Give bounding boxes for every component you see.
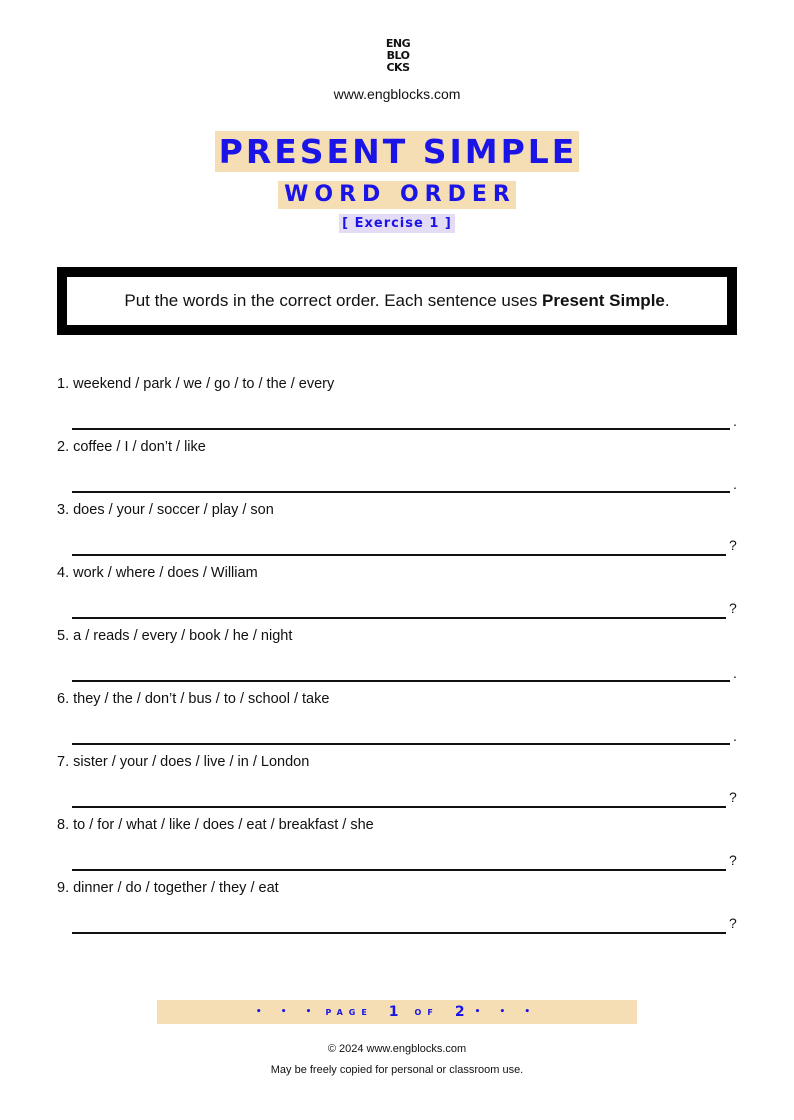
page-dots-left: • • •: [255, 1007, 320, 1017]
end-punctuation: ?: [729, 789, 737, 805]
question-item: [57, 502, 747, 565]
question-prompt: 7. sister / your / does / live / in / London: [57, 754, 310, 770]
question-prompt: 2. coffee / I / don’t / like: [57, 439, 206, 455]
end-punctuation: ?: [729, 537, 737, 553]
end-punctuation: .: [733, 728, 737, 744]
answer-line[interactable]: [72, 428, 730, 430]
question-prompt: 9. dinner / do / together / they / eat: [57, 880, 279, 896]
answer-line[interactable]: [72, 554, 726, 556]
question-item: [57, 439, 747, 502]
end-punctuation: ?: [729, 915, 737, 931]
answer-line[interactable]: [72, 869, 726, 871]
question-prompt: 5. a / reads / every / book / he / night: [57, 628, 293, 644]
question-item: [57, 691, 747, 754]
license-note: May be freely copied for personal or classroom use.: [270, 1064, 524, 1076]
end-punctuation: ?: [729, 852, 737, 868]
question-item: [57, 628, 747, 691]
answer-line[interactable]: [72, 806, 726, 808]
copyright: © 2024 www.engblocks.com: [327, 1043, 467, 1055]
question-prompt: 3. does / your / soccer / play / son: [57, 502, 274, 518]
answer-line[interactable]: [72, 491, 730, 493]
question-prompt: 4. work / where / does / William: [57, 565, 258, 581]
question-item: [57, 376, 747, 439]
exercise-wrap: [0, 214, 794, 233]
question-prompt: 6. they / the / don’t / bus / to / school / take: [57, 691, 330, 707]
answer-line[interactable]: [72, 680, 730, 682]
question-prompt: 1. weekend / park / we / go / to / the / every: [57, 376, 335, 392]
end-punctuation: ?: [729, 600, 737, 616]
subtitle-wrap: [0, 181, 794, 209]
question-item: [57, 880, 747, 943]
page-total: 2: [454, 1004, 465, 1020]
of-word: OF: [414, 1007, 439, 1017]
instructions-bold: Present Simple: [542, 291, 665, 310]
page-title: PRESENT SIMPLE: [215, 131, 580, 172]
site-url: www.engblocks.com: [333, 86, 461, 102]
exercise-label: [ Exercise 1 ]: [339, 214, 455, 233]
question-item: [57, 754, 747, 817]
question-item: [57, 817, 747, 880]
title-wrap: [0, 131, 794, 172]
instructions-box: [57, 267, 737, 335]
engblocks-logo: [381, 38, 415, 74]
logo-line-1: ENG: [385, 37, 411, 50]
page-indicator: [157, 1000, 637, 1024]
answer-line[interactable]: [72, 932, 726, 934]
end-punctuation: .: [733, 413, 737, 429]
end-punctuation: .: [733, 476, 737, 492]
page-dots-right: • • •: [474, 1007, 539, 1017]
instructions-text: Put the words in the correct order. Each sentence uses Present Simple.: [124, 291, 670, 310]
page-subtitle: WORD ORDER: [278, 181, 516, 209]
page-word: PAGE: [325, 1007, 373, 1017]
page-number: 1: [388, 1004, 399, 1020]
question-prompt: 8. to / for / what / like / does / eat / breakfast / she: [57, 817, 374, 833]
question-item: [57, 565, 747, 628]
logo-line-3: CKS: [386, 61, 410, 74]
end-punctuation: .: [733, 665, 737, 681]
answer-line[interactable]: [72, 617, 726, 619]
answer-line[interactable]: [72, 743, 730, 745]
logo-line-2: BLO: [386, 49, 410, 62]
